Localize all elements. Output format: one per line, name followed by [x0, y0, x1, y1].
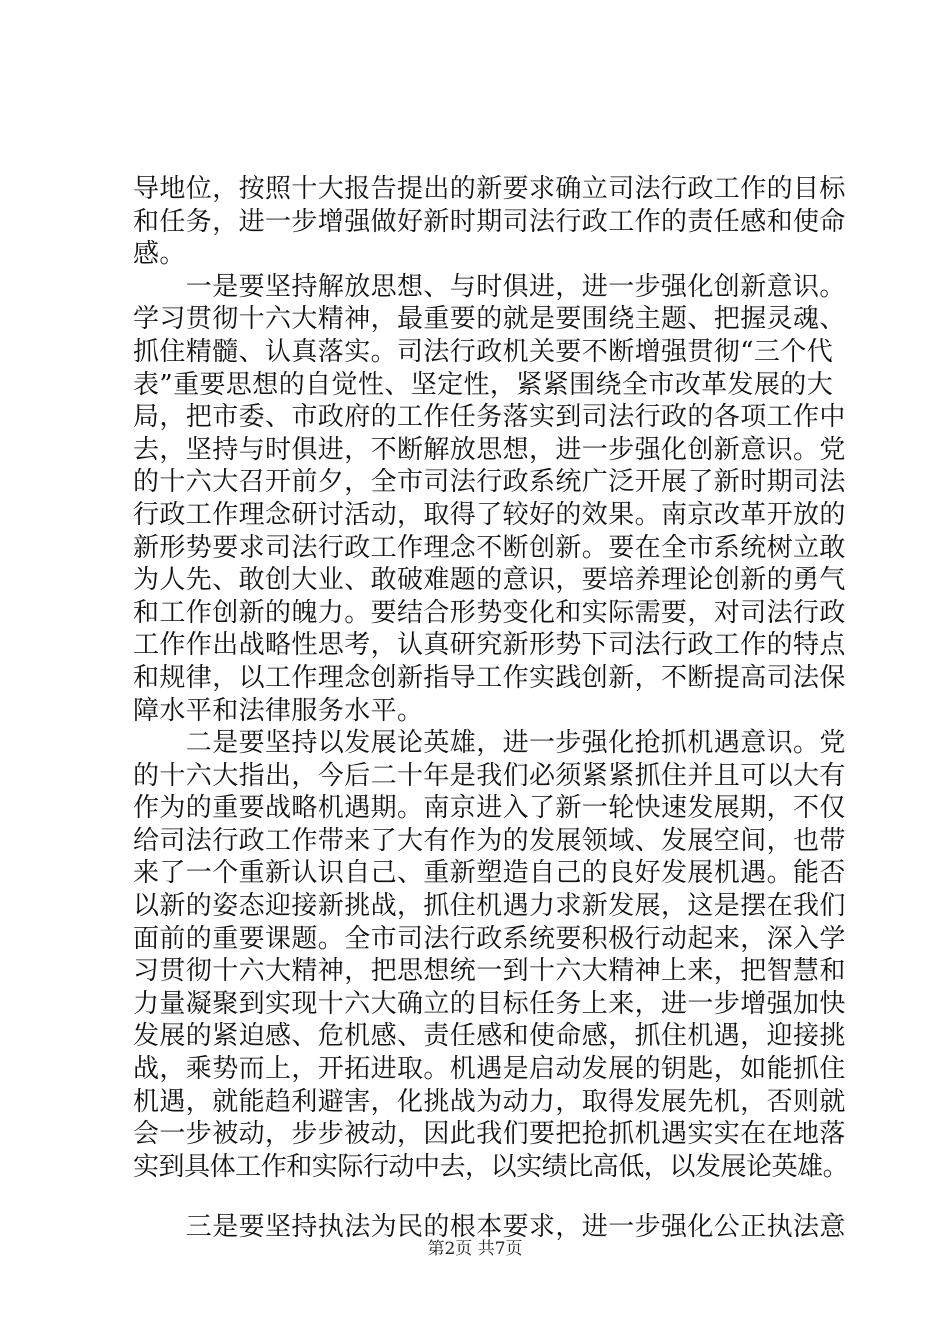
text-line: 的十六大召开前夕，全市司法行政系统广泛开展了新时期司法 [133, 467, 846, 498]
text-line: 面前的重要课题。全市司法行政系统要积极行动起来，深入学 [133, 923, 846, 954]
text-line: 障水平和法律服务水平。 [133, 695, 424, 726]
text-line: 表”重要思想的自觉性、坚定性，紧紧围绕全市改革发展的大 [133, 369, 834, 400]
text-line: 力量凝聚到实现十六大确立的目标任务上来，进一步增强加快 [133, 988, 846, 1019]
document-body [133, 173, 848, 1244]
text-line: 局，把市委、市政府的工作任务落实到司法行政的各项工作中 [133, 402, 846, 433]
text-line: 学习贯彻十六大精神，最重要的就是要围绕主题、把握灵魂、 [133, 304, 846, 335]
text-line: 为人先、敢创大业、敢破难题的意识，要培养理论创新的勇气 [133, 565, 846, 596]
page-footer [0, 1238, 950, 1260]
text-line: 来了一个重新认识自己、重新塑造自己的良好发展机遇。能否 [133, 858, 846, 889]
text-line: 一是要坚持解放思想、与时俱进，进一步强化创新意识。 [133, 271, 846, 302]
text-line: 工作作出战略性思考，认真研究新形势下司法行政工作的特点 [133, 630, 846, 661]
text-line: 给司法行政工作带来了大有作为的发展领域、发展空间，也带 [133, 825, 846, 856]
text-line: 导地位，按照十大报告提出的新要求确立司法行政工作的目标 [133, 174, 846, 204]
text-line: 和任务，进一步增强做好新时期司法行政工作的责任感和使命 [133, 206, 846, 237]
text-line: 二是要坚持以发展论英雄，进一步强化抢抓机遇意识。党 [133, 728, 846, 759]
text-line: 以新的姿态迎接新挑战，抓住机遇力求新发展，这是摆在我们 [133, 891, 846, 922]
text-line: 新形势要求司法行政工作理念不断创新。要在全市系统树立敢 [133, 532, 846, 563]
text-line: 作为的重要战略机遇期。南京进入了新一轮快速发展期，不仅 [133, 793, 846, 824]
page-number: 第2页 共7页 [427, 1239, 523, 1259]
text-line: 行政工作理念研讨活动，取得了较好的效果。南京改革开放的 [133, 499, 846, 530]
text-line: 的十六大指出，今后二十年是我们必须紧紧抓住并且可以大有 [133, 760, 846, 791]
text-line: 战，乘势而上，开拓进取。机遇是启动发展的钥匙，如能抓住 [133, 1054, 846, 1085]
text-line: 去，坚持与时俱进，不断解放思想，进一步强化创新意识。党 [133, 434, 846, 465]
text-line: 实到具体工作和实际行动中去，以实绩比高低，以发展论英雄。 [133, 1151, 849, 1182]
text-line: 三是要坚持执法为民的根本要求，进一步强化公正执法意 [133, 1212, 846, 1243]
text-line: 感。 [133, 239, 186, 270]
text-line: 抓住精髓、认真落实。司法行政机关要不断增强贯彻“三个代 [133, 336, 834, 367]
text-line: 发展的紧迫感、危机感、责任感和使命感，抓住机遇，迎接挑 [133, 1021, 846, 1052]
text-line: 会一步被动，步步被动，因此我们要把抢抓机遇实实在在地落 [133, 1119, 846, 1150]
text-line: 和工作创新的魄力。要结合形势变化和实际需要，对司法行政 [133, 597, 846, 628]
paragraph-gap [133, 1183, 848, 1211]
text-line: 习贯彻十六大精神，把思想统一到十六大精神上来，把智慧和 [133, 956, 846, 987]
text-line: 机遇，就能趋利避害，化挑战为动力，取得发展先机，否则就 [133, 1086, 846, 1117]
text-line: 和规律，以工作理念创新指导工作实践创新，不断提高司法保 [133, 662, 846, 693]
